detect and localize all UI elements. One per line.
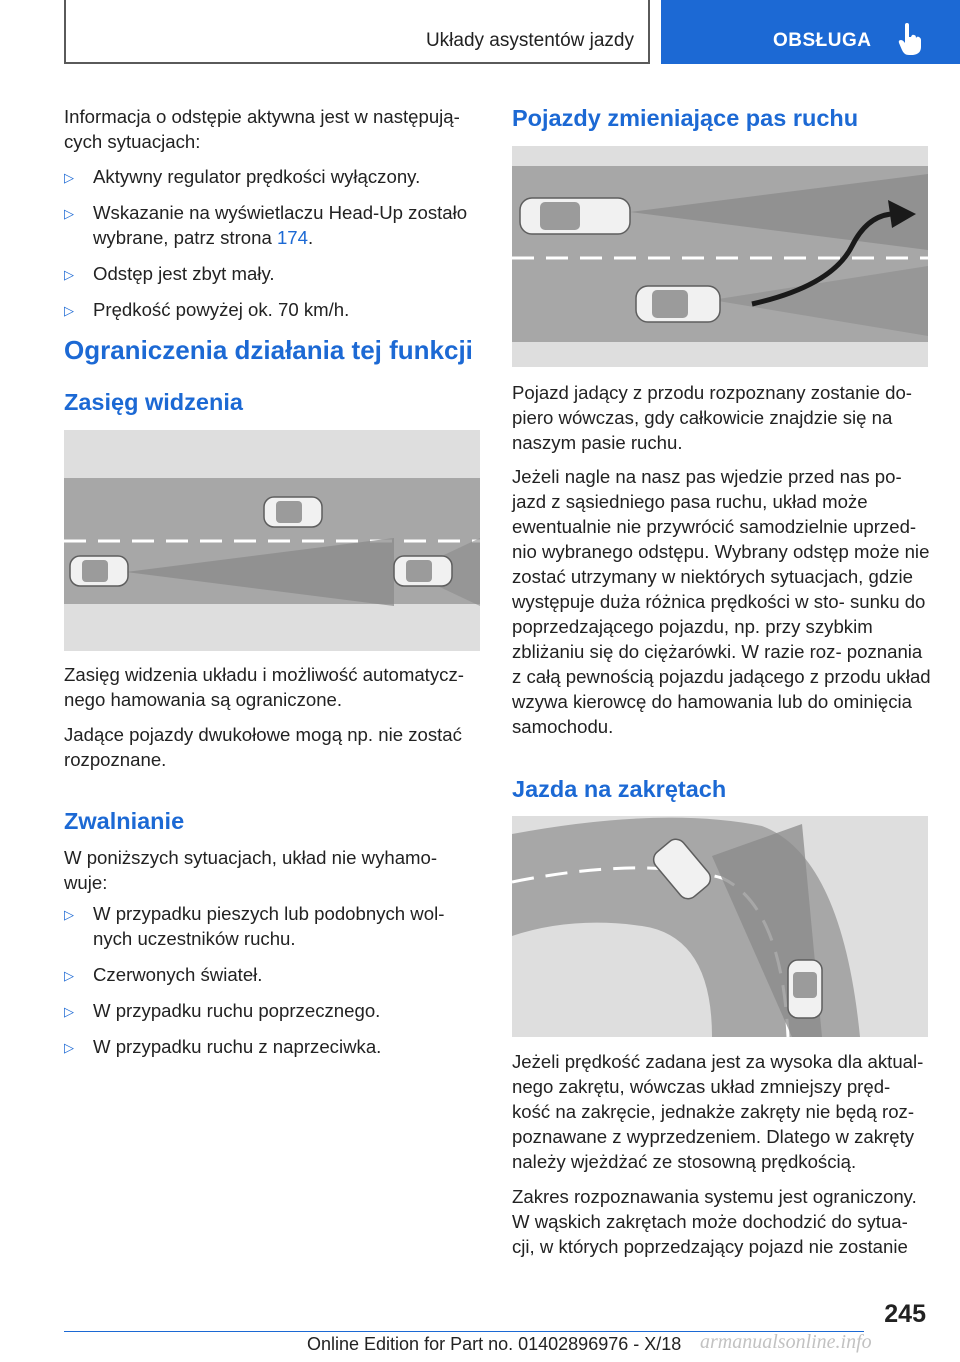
- list-item: ▷ Wskazanie na wyświetlaczu Head-Up zostało wybrane, patrz strona 174.: [64, 202, 468, 248]
- car-icon: [264, 497, 322, 527]
- triangle-bullet-icon: ▷: [64, 206, 74, 221]
- header-section-frame: [64, 0, 650, 64]
- lane-change-heading: Pojazdy zmieniające pas ruchu: [512, 105, 859, 131]
- list-item: ▷ W przypadku ruchu z naprzeciwka.: [64, 1034, 484, 1059]
- section-title: Układy asystentów jazdy: [425, 30, 634, 51]
- sight-range-paragraph-1: Zasięg widzenia układu i możliwość automatycz‐ nego hamowania są ograniczone.: [64, 664, 464, 710]
- hud-item-text: Wskazanie na wyświetlaczu Head-Up zostało wybrane, patrz strona: [93, 202, 468, 248]
- lane-change-paragraph-2: Jeżeli nagle na nasz pas wjedzie przed nas po‐ jazd z sąsiedniego pasa ruchu, układ może ewentualnie nie przywrócić samodzielnie uprzed‐ nio wybranego odstępu. Wybrany odstęp może nie zostać utrzymany w niektórych sytuacjach, gdzie występuje duża różnica prędkości w sto‐ sunku do poprzedzającego pojazdu, np. przy szybkim zbliżaniu się do ciężarówki. W razie roz‐ poznania z całą pewnością pojazdu jadącego z przodu układ wzywa kierowcę do hamowania lub do ominięcia samochodu.: [512, 466, 931, 737]
- braking-list: [64, 901, 484, 1070]
- triangle-bullet-icon: ▷: [64, 1004, 74, 1019]
- car-icon: [70, 556, 128, 586]
- braking-heading: Zwalnianie: [64, 808, 185, 834]
- list-item: ▷ Aktywny regulator prędkości wyłączony.: [64, 164, 484, 189]
- triangle-bullet-icon: ▷: [64, 303, 74, 318]
- lane-change-paragraph-1: Pojazd jadący z przodu rozpoznany zostanie do‐ piero wówczas, gdy całkowicie znajdzie się na naszym pasie ruchu.: [512, 382, 913, 453]
- curves-paragraph-2: Zakres rozpoznawania systemu jest ograniczony. W wąskich zakrętach może dochodzić do sytua‐ cji, w których poprzedzający pojazd nie zostanie: [512, 1186, 917, 1257]
- list-item: ▷ W przypadku pieszych lub podobnych wol‐ nych uczestników ruchu.: [64, 903, 445, 949]
- list-item: ▷ Prędkość powyżej ok. 70 km/h.: [64, 297, 484, 322]
- car-icon: [394, 556, 452, 586]
- curves-paragraph-1: Jeżeli prędkość zadana jest za wysoka dla aktual‐ nego zakrętu, wówczas układ zmniejszy pręd‐ kość na zakręcie, jednakże zakręty nie będą roz‐ poznawane z wyprzedzeniem. Dlatego w zakręty należy wjeżdżać ze stosowną prędkością.: [512, 1051, 924, 1172]
- car-icon: [636, 286, 720, 322]
- lane-change-illustration: [512, 146, 928, 367]
- curves-heading: Jazda na zakrętach: [512, 776, 727, 802]
- chapter-tab[interactable]: [661, 0, 960, 64]
- limits-heading: Ograniczenia działania tej funkcji: [64, 335, 473, 365]
- intro-paragraph: Informacja o odstępie aktywna jest w następują‐ cych sytuacjach:: [64, 106, 460, 152]
- chapter-tab-label: OBSŁUGA: [773, 30, 872, 51]
- sight-range-paragraph-2: Jadące pojazdy dwukołowe mogą np. nie zostać rozpoznane.: [64, 724, 462, 770]
- page-number: 245: [884, 1300, 926, 1328]
- page-reference-link[interactable]: 174: [276, 227, 308, 248]
- triangle-bullet-icon: ▷: [64, 1040, 74, 1055]
- watermark-logo: armanualsonline.info: [700, 1331, 872, 1353]
- list-item: ▷ W przypadku ruchu poprzecznego.: [64, 998, 484, 1023]
- list-item: ▷ Czerwonych świateł.: [64, 962, 484, 987]
- curves-illustration: [512, 816, 928, 1037]
- pointing-hand-icon: [897, 22, 923, 56]
- triangle-bullet-icon: ▷: [64, 968, 74, 983]
- info-situations-list: [64, 164, 484, 333]
- triangle-bullet-icon: ▷: [64, 267, 74, 282]
- list-item: ▷ Odstęp jest zbyt mały.: [64, 261, 484, 286]
- sight-range-heading: Zasięg widzenia: [64, 389, 243, 415]
- triangle-bullet-icon: ▷: [64, 170, 74, 185]
- edition-text: Online Edition for Part no. 01402896976 - X/18: [307, 1334, 682, 1354]
- braking-intro: W poniższych sytuacjach, układ nie wyhamo‐ wuje:: [64, 847, 438, 893]
- car-icon: [520, 198, 630, 234]
- car-icon: [788, 960, 822, 1018]
- sight-range-illustration: [64, 430, 480, 651]
- triangle-bullet-icon: ▷: [64, 907, 74, 922]
